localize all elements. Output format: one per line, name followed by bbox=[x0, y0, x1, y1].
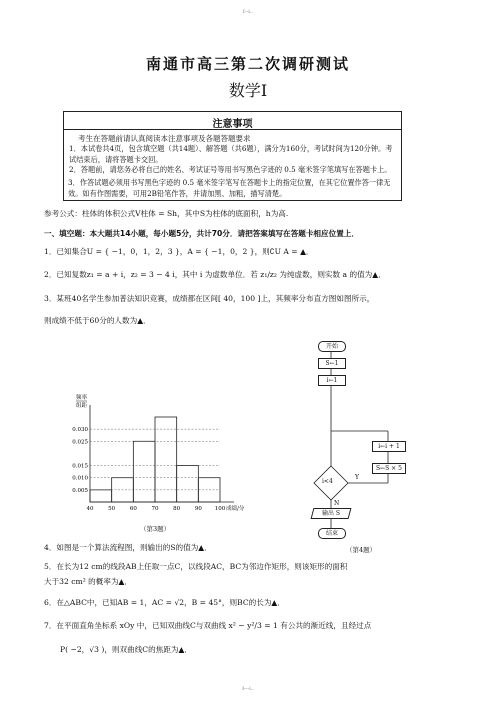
question-7-line-1: 7．在平面直角坐标系 xOy 中，已知双曲线C与双曲线 x² − y²/3 = 1 有公共的渐近线，且经过点 bbox=[44, 621, 372, 630]
histogram-bar bbox=[155, 417, 177, 502]
flowchart-end: 结束 bbox=[318, 528, 346, 539]
frequency-histogram bbox=[60, 395, 260, 542]
histogram-bar bbox=[90, 490, 112, 502]
flowchart-init-s: S←1 bbox=[318, 358, 346, 369]
histogram-bar bbox=[177, 466, 199, 502]
x-tick-label: 40 bbox=[86, 506, 94, 512]
y-axis-label: 组距 bbox=[76, 403, 88, 409]
question-1: 1．已知集合U = { −1，0，1，2，3 }，A = { −1，0，2 }，则∁U A = ▲． bbox=[44, 247, 314, 256]
question-3-line-1: 3．某班40名学生参加普法知识竞赛，成绩都在区间[ 40，100 ]上，其频率分布直方图如图所示， bbox=[44, 294, 375, 303]
x-tick-label: 50 bbox=[108, 506, 116, 512]
x-tick-label: 60 bbox=[129, 506, 137, 512]
notice-intro: 考生在答题前请认真阅读本注意事项及各题答题要求 bbox=[78, 134, 251, 143]
flowchart-init-i: i←1 bbox=[318, 375, 346, 386]
page-footer-mark: I---i.. bbox=[242, 686, 254, 692]
question-5-line-1: 5．在长为12 cm的线段AB上任取一点C，以线段AC，BC为邻边作矩形，则该矩形的面积 bbox=[44, 562, 348, 571]
question-5-line-2: 大于32 cm² 的概率为▲． bbox=[44, 577, 132, 586]
x-tick-label: 90 bbox=[194, 506, 202, 512]
question-3-line-2: 则成绩不低于60分的人数为▲． bbox=[44, 316, 151, 325]
y-tick-label: 0.030 bbox=[72, 427, 88, 434]
question-6: 6．在△ABC中，已知AB = 1，AC = √2，B = 45°，则BC的长为▲． bbox=[44, 598, 285, 607]
section-heading: 一、填空题：本大题共14小题，每小题5分，共计70分．请把答案填写在答题卡相应位置上． bbox=[44, 229, 359, 238]
y-tick-label: 0.015 bbox=[72, 463, 88, 470]
notice-item-2: 2．答题前，请您务必将自己的姓名、考试证号等用书写黑色字迹的 0.5 毫米签字笔填写在答题卡上。 bbox=[69, 165, 392, 174]
figure-3-caption: （第3题） bbox=[140, 525, 171, 533]
flowchart-output bbox=[311, 508, 352, 519]
x-axis-label: 成绩/分 bbox=[226, 506, 245, 512]
flowchart-no-label: N bbox=[334, 500, 340, 507]
x-tick-label: 70 bbox=[151, 506, 159, 512]
y-tick-label: 0.025 bbox=[72, 439, 88, 446]
exam-subtitle: 数学Ⅰ bbox=[228, 81, 268, 100]
figure-4-caption: （第4题） bbox=[346, 546, 377, 554]
page-header-mark: I--i.. bbox=[242, 9, 254, 15]
x-tick-label: 80 bbox=[173, 506, 181, 512]
notice-item-1: 1．本试卷共4页，包含填空题（共14题）、解答题（共6题），满分为160分，考试时间为120分钟。考试结束后，请将答题卡交回。 bbox=[69, 144, 393, 164]
flowchart-increment-i: i←i + 1 bbox=[372, 441, 406, 452]
notice-title: 注意事项 bbox=[212, 119, 253, 130]
y-tick-label: 0.010 bbox=[72, 475, 88, 482]
notice-item-3: 3．作答试题必须用书写黑色字迹的 0.5 毫米签字笔写在答题卡上的指定位置，在其它位置作答一律无效。如有作图需要，可用2B铅笔作答，并请加黑、加粗，描写清楚。 bbox=[68, 178, 391, 198]
x-tick-label: 100 bbox=[214, 506, 226, 512]
question-2: 2．已知复数z₁ = a + i，z₂ = 3 − 4 i，其中 i 为虚数单位．若 z₁/z₂ 为纯虚数，则实数 a 的值为▲． bbox=[44, 270, 386, 279]
y-tick-label: 0.005 bbox=[72, 487, 88, 494]
flowchart-condition: i<4 bbox=[322, 478, 333, 485]
reference-formula: 参考公式：柱体的体积公式V柱体 = Sh，其中S为柱体的底面积，h为高. bbox=[44, 209, 289, 218]
flowchart-yes-label: Y bbox=[355, 474, 359, 481]
histogram-bar bbox=[133, 441, 155, 502]
exam-title: 南通市高三第二次调研测试 bbox=[145, 55, 350, 73]
flowchart-update-s: S←S × 5 bbox=[372, 463, 406, 474]
question-4: 4．如图是一个算法流程图，则输出的S的值为▲． bbox=[44, 543, 212, 552]
notice-divider bbox=[64, 129, 401, 130]
flowchart-start: 开始 bbox=[318, 341, 346, 352]
question-7-line-2: P( −2，√3 )，则双曲线C的焦距为▲． bbox=[60, 645, 192, 654]
flowchart-output-label: 输出 S bbox=[321, 510, 341, 517]
y-axis-label: 频率 bbox=[76, 395, 88, 401]
